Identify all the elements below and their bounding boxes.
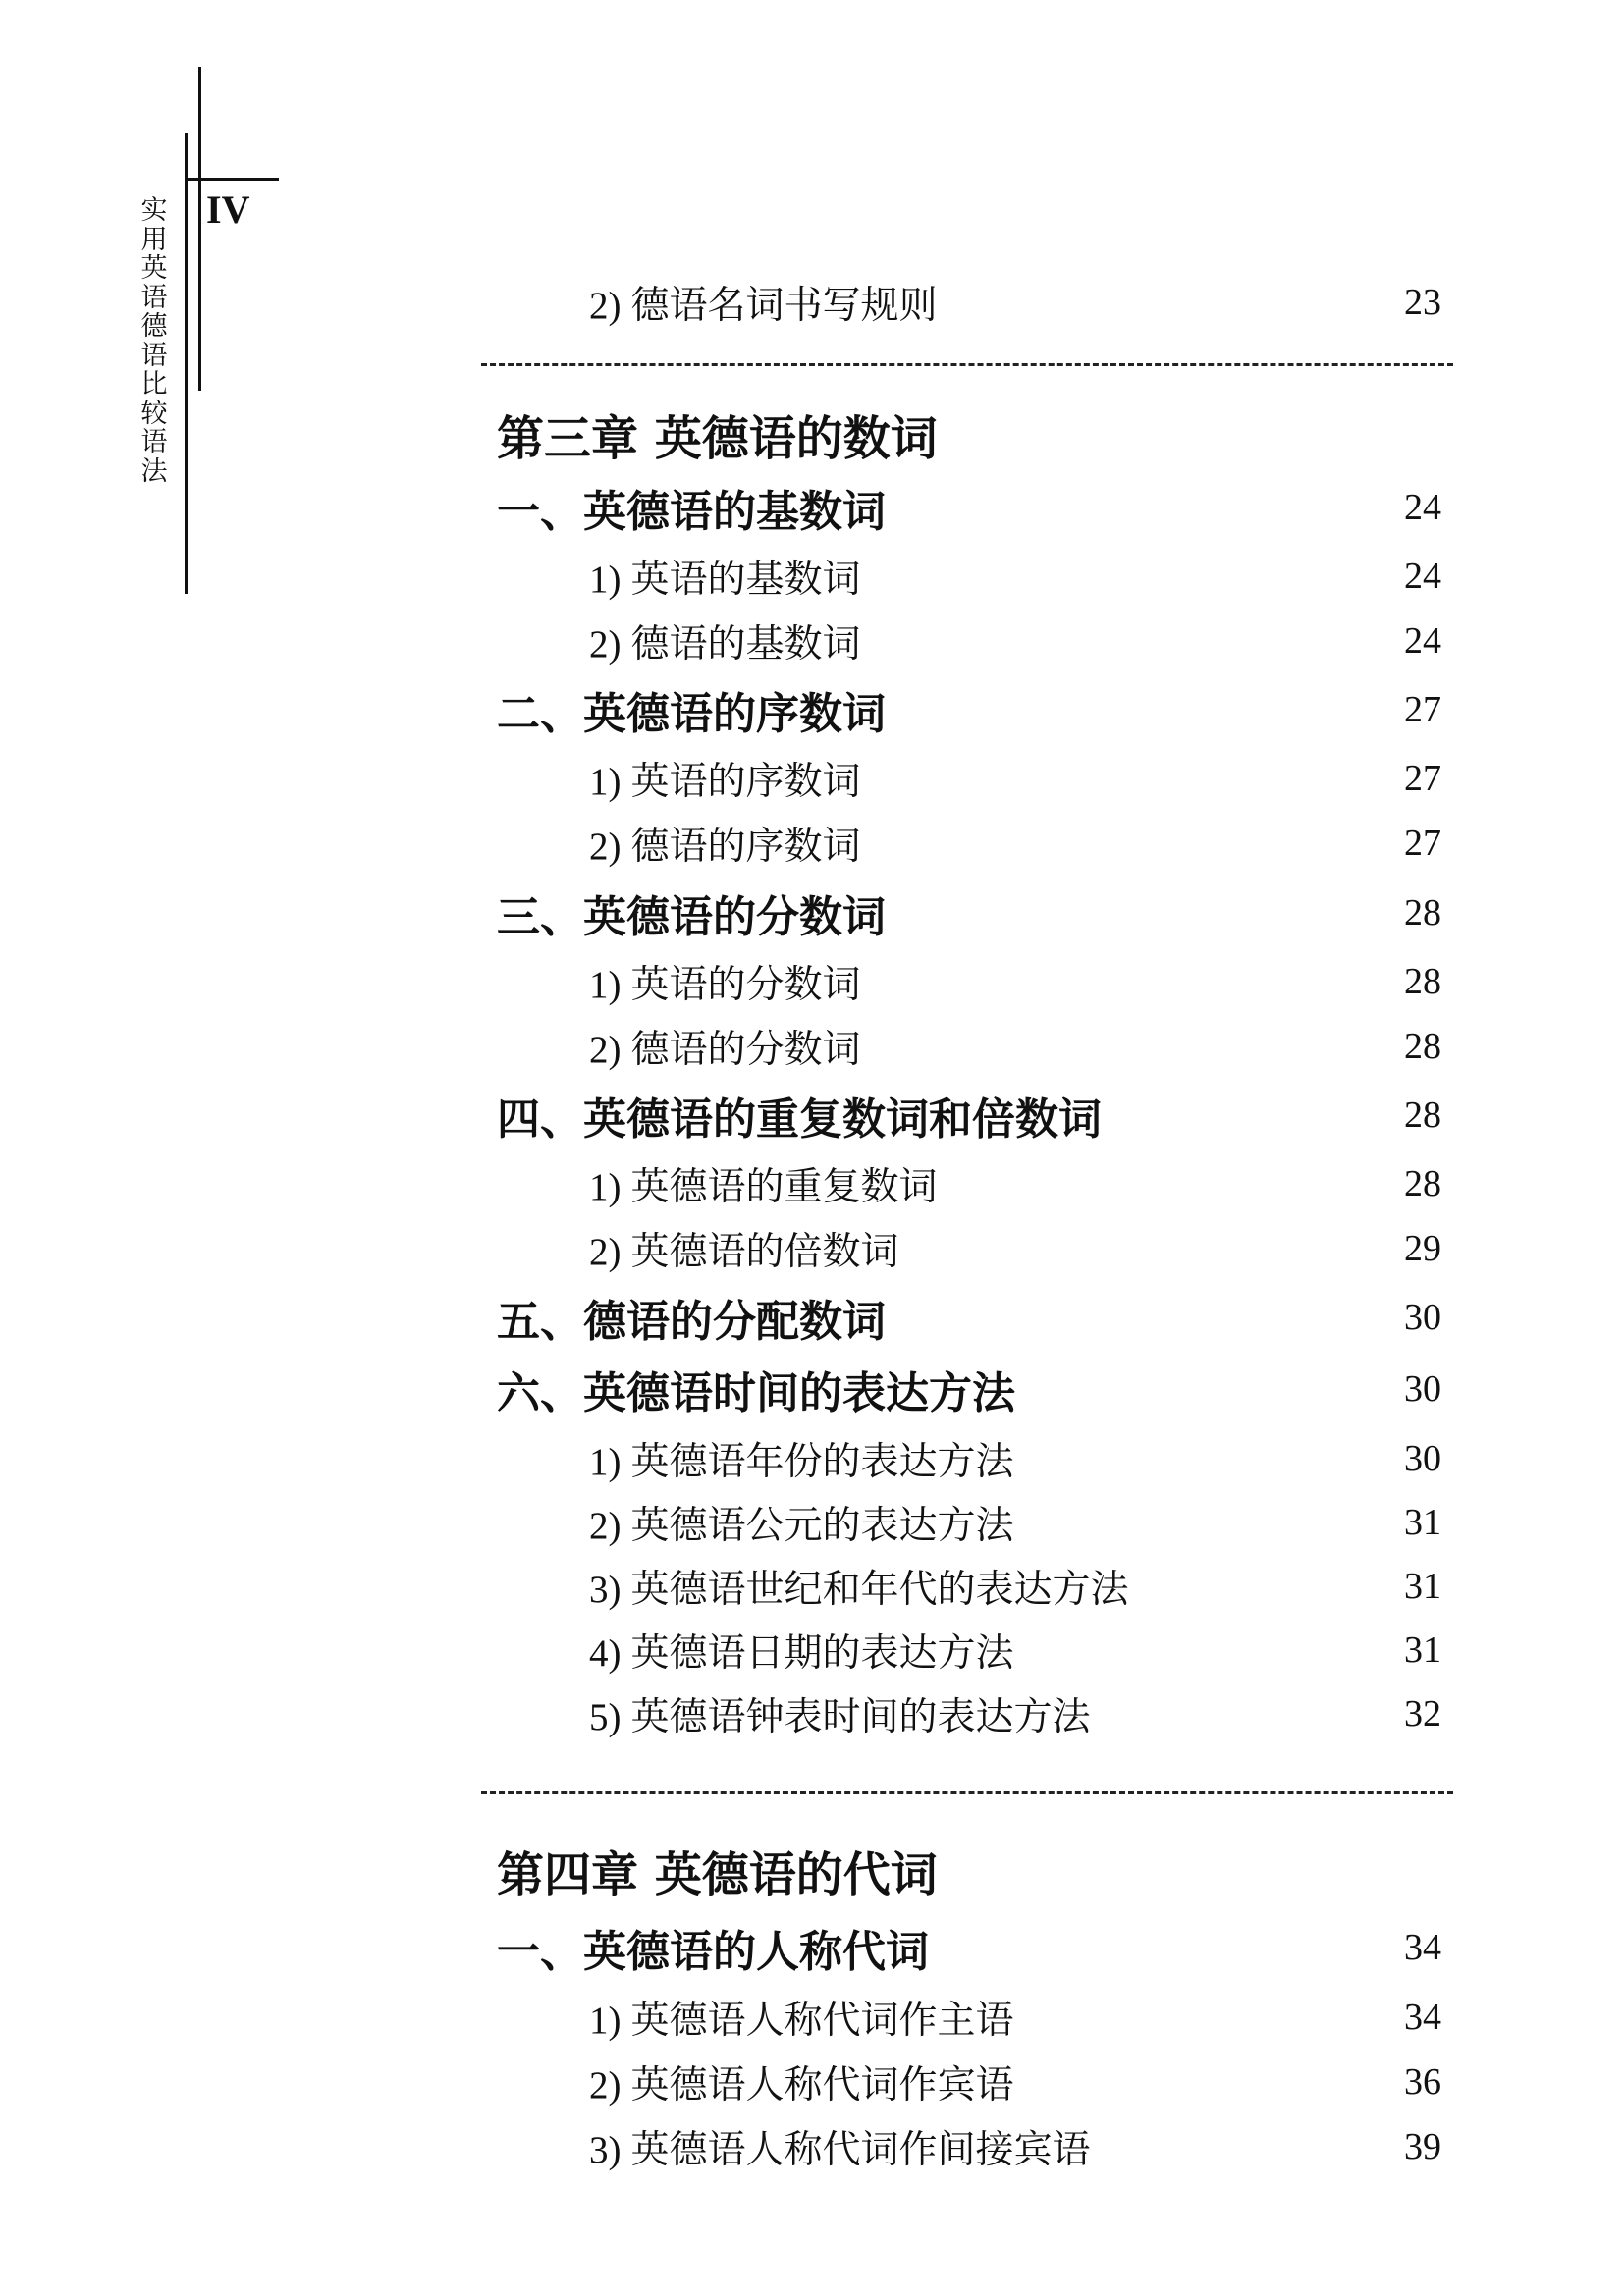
- toc-page-number: 27: [1404, 823, 1441, 864]
- toc-section[interactable]: [0, 1086, 1624, 1145]
- toc-entry-label: [589, 1221, 899, 1276]
- toc-entry-index: 1): [589, 761, 622, 803]
- toc-entry-label: [589, 1559, 1129, 1614]
- toc-entry-text: 德语的分数词: [630, 1028, 861, 1072]
- toc-page-number: 28: [1404, 1026, 1441, 1067]
- toc-section-text: 一、英德语的人称代词: [497, 1927, 929, 1977]
- toc-page-number: 23: [1404, 282, 1441, 323]
- page-number: IV: [206, 187, 250, 232]
- toc-section[interactable]: [0, 1918, 1624, 1977]
- toc-page-number: 28: [1404, 961, 1441, 1002]
- chapter-heading[interactable]: [0, 404, 1624, 466]
- toc-section-text: 三、英德语的分数词: [497, 892, 886, 942]
- toc-entry[interactable]: [0, 273, 1624, 332]
- toc-entry-index: 4): [589, 1632, 622, 1675]
- toc-entry-index: 5): [589, 1696, 622, 1738]
- chapter-heading[interactable]: [0, 1841, 1624, 1902]
- toc-entry[interactable]: [0, 1017, 1624, 1076]
- toc-entry-label: [589, 1686, 1091, 1741]
- toc-entry-text: 德语的序数词: [630, 825, 861, 869]
- toc-entry-text: 英德语的倍数词: [630, 1230, 899, 1274]
- toc-entry-index: 3): [589, 1569, 622, 1611]
- toc-page-number: 28: [1404, 1163, 1441, 1204]
- toc-entry[interactable]: [0, 2053, 1624, 2111]
- toc-entry-text: 英德语年份的表达方法: [630, 1440, 1014, 1484]
- toc-entry[interactable]: [0, 749, 1624, 808]
- margin-horizontal-rule: [185, 178, 279, 181]
- toc-page-number: 30: [1404, 1438, 1441, 1479]
- book-title-char: 比: [140, 369, 168, 400]
- toc-entry[interactable]: [0, 1429, 1624, 1488]
- toc-page-number: 29: [1404, 1228, 1441, 1269]
- margin-vertical-rule-upper: [198, 67, 201, 391]
- toc-page-number: 24: [1404, 620, 1441, 662]
- toc-entry-label: [589, 1495, 1014, 1550]
- toc-entry-index: 1): [589, 559, 622, 601]
- toc-entry-label: [589, 1431, 1014, 1486]
- toc-entry[interactable]: [0, 1557, 1624, 1616]
- toc-entry-label: [589, 1623, 1014, 1678]
- toc-page-number: 34: [1404, 1997, 1441, 2038]
- toc-section-text: 一、英德语的基数词: [497, 487, 886, 537]
- toc-page-number: 30: [1404, 1297, 1441, 1338]
- toc-entry-label: [589, 275, 938, 330]
- toc-page-number: 28: [1404, 1095, 1441, 1136]
- toc-entry-label: [589, 751, 861, 806]
- toc-entry[interactable]: [0, 612, 1624, 670]
- toc-entry[interactable]: [0, 952, 1624, 1011]
- book-title-char: 法: [140, 455, 168, 487]
- toc-entry-index: 1): [589, 2000, 622, 2042]
- toc-page-number: 27: [1404, 758, 1441, 799]
- book-title-char: 德: [140, 311, 168, 342]
- toc-entry-index: 1): [589, 1166, 622, 1208]
- toc-entry-label: [589, 2119, 1091, 2174]
- toc-entry-index: 1): [589, 964, 622, 1006]
- toc-section[interactable]: [0, 1288, 1624, 1347]
- book-title-char: 实: [140, 195, 168, 226]
- book-title-char: 英: [140, 253, 168, 284]
- toc-entry[interactable]: [0, 1493, 1624, 1552]
- toc-entry[interactable]: [0, 547, 1624, 606]
- toc-entry-index: 2): [589, 623, 622, 666]
- toc-entry[interactable]: [0, 1154, 1624, 1213]
- toc-entry-text: 英语的序数词: [630, 760, 861, 804]
- toc-entry-text: 英德语公元的表达方法: [630, 1504, 1014, 1548]
- toc-entry-label: [589, 549, 861, 604]
- toc-page-number: 28: [1404, 892, 1441, 934]
- toc-entry-text: 英德语日期的表达方法: [630, 1631, 1014, 1676]
- toc-section[interactable]: [0, 478, 1624, 537]
- toc-section-text: 五、德语的分配数词: [497, 1297, 886, 1347]
- toc-section[interactable]: [0, 883, 1624, 942]
- toc-section[interactable]: [0, 1360, 1624, 1418]
- toc-entry-index: 2): [589, 1029, 622, 1071]
- toc-page-number: 39: [1404, 2126, 1441, 2167]
- toc-section-text: 二、英德语的序数词: [497, 689, 886, 739]
- book-title-char: 语: [140, 427, 168, 457]
- chapter-divider: [481, 363, 1453, 366]
- book-title-char: 较: [140, 398, 168, 429]
- toc-entry-text: 英德语人称代词作主语: [630, 1999, 1014, 2043]
- toc-entry[interactable]: [0, 2117, 1624, 2176]
- toc-entry-text: 英德语人称代词作间接宾语: [630, 2128, 1091, 2172]
- toc-entry[interactable]: [0, 1219, 1624, 1278]
- toc-entry-text: 英语的基数词: [630, 558, 861, 602]
- toc-entry-label: [589, 954, 861, 1009]
- toc-entry-label: [589, 816, 861, 871]
- toc-page-number: 30: [1404, 1368, 1441, 1410]
- toc-entry-index: 2): [589, 285, 622, 327]
- chapter-title: 第四章 英德语的代词: [497, 1846, 938, 1902]
- toc-entry-index: 2): [589, 2064, 622, 2107]
- toc-entry[interactable]: [0, 1684, 1624, 1743]
- toc-page-number: 31: [1404, 1502, 1441, 1543]
- toc-entry[interactable]: [0, 1988, 1624, 2047]
- toc-page-number: 31: [1404, 1629, 1441, 1671]
- toc-entry-label: [589, 1990, 1014, 2045]
- chapter-title: 第三章 英德语的数词: [497, 410, 938, 466]
- toc-page-number: 31: [1404, 1566, 1441, 1607]
- toc-entry-text: 英德语人称代词作宾语: [630, 2063, 1014, 2108]
- toc-page-number: 32: [1404, 1693, 1441, 1735]
- toc-entry-text: 英语的分数词: [630, 963, 861, 1007]
- toc-page-number: 34: [1404, 1927, 1441, 1968]
- toc-entry[interactable]: [0, 814, 1624, 873]
- toc-page-number: 24: [1404, 487, 1441, 528]
- toc-entry-index: 2): [589, 1231, 622, 1273]
- chapter-divider: [481, 1791, 1453, 1794]
- toc-entry-text: 德语名词书写规则: [630, 284, 938, 328]
- toc-entry-index: 3): [589, 2129, 622, 2171]
- toc-entry-label: [589, 2055, 1014, 2109]
- toc-entry-index: 1): [589, 1441, 622, 1483]
- toc-page-number: 36: [1404, 2061, 1441, 2103]
- toc-entry-label: [589, 614, 861, 668]
- toc-entry-text: 德语的基数词: [630, 622, 861, 667]
- toc-section-text: 四、英德语的重复数词和倍数词: [497, 1095, 1102, 1145]
- toc-entry-label: [589, 1156, 938, 1211]
- toc-entry[interactable]: [0, 1621, 1624, 1680]
- toc-entry-text: 英德语的重复数词: [630, 1165, 938, 1209]
- toc-entry-label: [589, 1019, 861, 1074]
- book-title-char: 语: [140, 282, 168, 313]
- toc-section[interactable]: [0, 680, 1624, 739]
- toc-page-number: 24: [1404, 556, 1441, 597]
- toc-entry-text: 英德语世纪和年代的表达方法: [630, 1568, 1129, 1612]
- toc-entry-index: 2): [589, 1505, 622, 1547]
- toc-entry-text: 英德语钟表时间的表达方法: [630, 1695, 1091, 1739]
- toc-page-number: 27: [1404, 689, 1441, 730]
- toc-section-text: 六、英德语时间的表达方法: [497, 1368, 1015, 1418]
- toc-entry-index: 2): [589, 826, 622, 868]
- book-title-char: 语: [140, 340, 168, 371]
- book-title-char: 用: [140, 224, 168, 255]
